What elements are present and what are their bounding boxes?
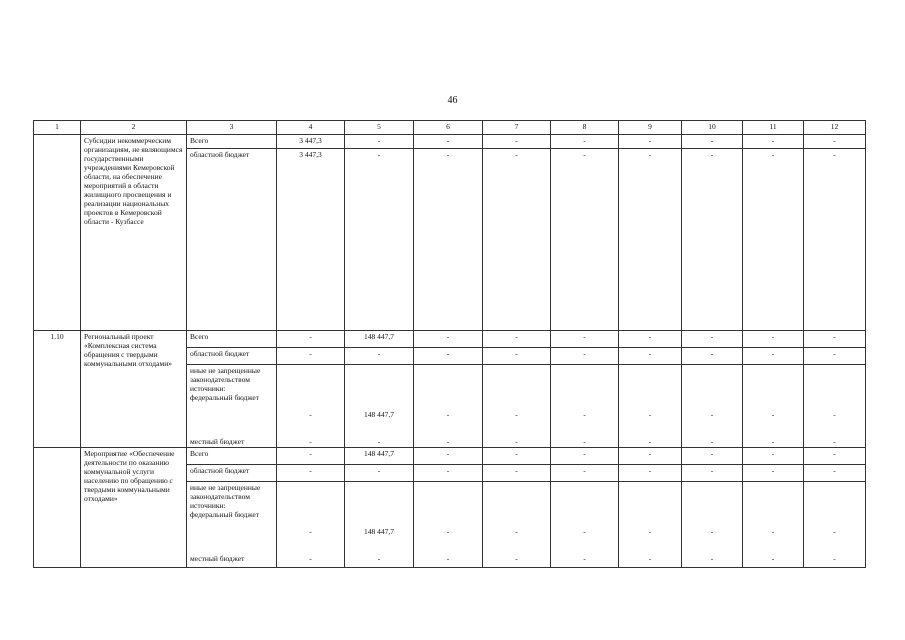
value-cell: - [414,149,483,331]
value-cell: - [619,149,682,331]
value-cell: - [583,437,586,446]
value-cell: - [619,448,682,465]
value-cell: - [515,527,518,536]
value-cell: - [345,465,414,482]
table-row [34,331,866,348]
value-cell: - [414,465,483,482]
value-cell: - [619,331,682,348]
value-cell: - [551,135,619,149]
value-cell: 148 447,7 [345,448,414,465]
value-cell: - [483,465,551,482]
value-cell: - [345,149,414,331]
table-row [34,135,866,149]
value-cell: - [833,410,836,419]
value-cell: - [771,554,775,563]
header-cell: 8 [551,121,619,135]
item-name: Региональный проект «Комплексная система обращения с твердыми коммунальными отходами» [81,331,187,448]
value-cell: 148 447,7 [345,331,414,348]
item-name: Мероприятие «Обеспечение деятельности по оказанию коммунальной услуги населению по обращению с твердыми коммунальными отходами» [81,448,187,568]
value-cell: - [551,331,619,348]
local-budget-label: местный бюджет [190,437,245,446]
value-cell: - [515,554,518,563]
value-cell: - [804,149,866,331]
value-cell: - [583,527,586,536]
value-cell: - [483,448,551,465]
page-number: 46 [447,95,458,106]
header-cell: 1 [34,121,81,135]
value-cell: - [277,348,345,365]
value-cell: - [682,448,743,465]
value-cell: - [551,465,619,482]
value-cell: - [743,448,804,465]
other-sources-label: иные не запрещенные законодательством источники: [190,366,261,393]
header-row [34,121,866,135]
header-cell: 5 [345,121,414,135]
value-cell: - [515,437,518,446]
funding-source: областной бюджет [187,348,277,365]
value-cell: - [414,348,483,365]
local-budget-label: местный бюджет [190,554,245,563]
header-cell: 12 [804,121,866,135]
value-cell: - [345,135,414,149]
value-cell: - [377,437,381,446]
value-cell: - [277,448,345,465]
value-cell: - [345,348,414,365]
value-cell: - [414,448,483,465]
value-cell: - [551,448,619,465]
value-cell: - [648,437,652,446]
header-cell: 7 [483,121,551,135]
value-cell: - [619,465,682,482]
value-cell: - [743,348,804,365]
header-cell: 3 [187,121,277,135]
value-cell: 3 447,3 [277,135,345,149]
funding-source: Всего [187,448,277,465]
value-cell: - [277,331,345,348]
value-cell: - [771,527,775,536]
value-cell: - [743,331,804,348]
value-cell: - [583,410,586,419]
value-cell: - [551,149,619,331]
value-cell: - [710,554,714,563]
value-cell: - [743,465,804,482]
funding-source-other [187,365,277,448]
value-cell: - [804,348,866,365]
funding-source: областной бюджет [187,149,277,331]
table-row [34,448,866,465]
value-cell: - [743,135,804,149]
item-number: 1.10 [34,331,81,448]
item-number [34,135,81,331]
value-cell: - [309,437,312,446]
header-cell: 2 [81,121,187,135]
value-cell: - [682,135,743,149]
value-cell: - [515,410,518,419]
budget-table [33,120,866,568]
value-cell: - [804,331,866,348]
value-cell: 148 447,7 [364,527,394,536]
value-cell: - [309,527,312,536]
funding-source: Всего [187,135,277,149]
value-cell: - [833,527,836,536]
value-cell: - [833,437,836,446]
header-cell: 6 [414,121,483,135]
other-sources-label: иные не запрещенные законодательством источники: [190,483,261,510]
value-cell: - [682,465,743,482]
value-cell: - [483,135,551,149]
value-cell: - [804,448,866,465]
header-cell: 10 [682,121,743,135]
federal-budget-label: федеральный бюджет [190,393,260,402]
value-cell: - [483,149,551,331]
value-cell: - [377,554,381,563]
value-cell: - [483,348,551,365]
value-cell: - [648,527,652,536]
funding-source: Всего [187,331,277,348]
funding-source: областной бюджет [187,465,277,482]
value-cell: - [483,331,551,348]
value-cell: - [771,410,775,419]
item-number [34,448,81,568]
value-cell: - [648,410,652,419]
value-cell: - [804,135,866,149]
value-cell: - [743,149,804,331]
header-cell: 11 [743,121,804,135]
value-cell: - [804,465,866,482]
value-cell: - [771,437,775,446]
value-cell: - [710,437,714,446]
value-cell: - [551,348,619,365]
funding-source-other [187,482,277,568]
value-cell: 3 447,3 [277,149,345,331]
value-cell: - [277,465,345,482]
value-cell: - [309,410,312,419]
value-cell: - [446,554,450,563]
value-cell: - [446,527,450,536]
value-cell: - [682,149,743,331]
value-cell: 148 447,7 [364,410,394,419]
value-cell: - [583,554,586,563]
value-cell: - [414,331,483,348]
value-cell: - [446,410,450,419]
value-cell: - [682,348,743,365]
item-name: Субсидии некоммерческим организациям, не являющимся государственными учреждениями Кемеровской области, на обеспечение мероприятий в области жилищного просвещения и реализации национальных проектов в Кемеровской области - Кузбассе [81,135,187,331]
header-cell: 4 [277,121,345,135]
value-cell: - [833,554,836,563]
value-cell: - [710,410,714,419]
value-cell: - [414,135,483,149]
value-cell: - [619,135,682,149]
value-cell: - [682,331,743,348]
value-cell: - [446,437,450,446]
value-cell: - [648,554,652,563]
federal-budget-label: федеральный бюджет [190,510,260,519]
value-cell: - [710,527,714,536]
value-cell: - [309,554,312,563]
value-cell: - [619,348,682,365]
header-cell: 9 [619,121,682,135]
